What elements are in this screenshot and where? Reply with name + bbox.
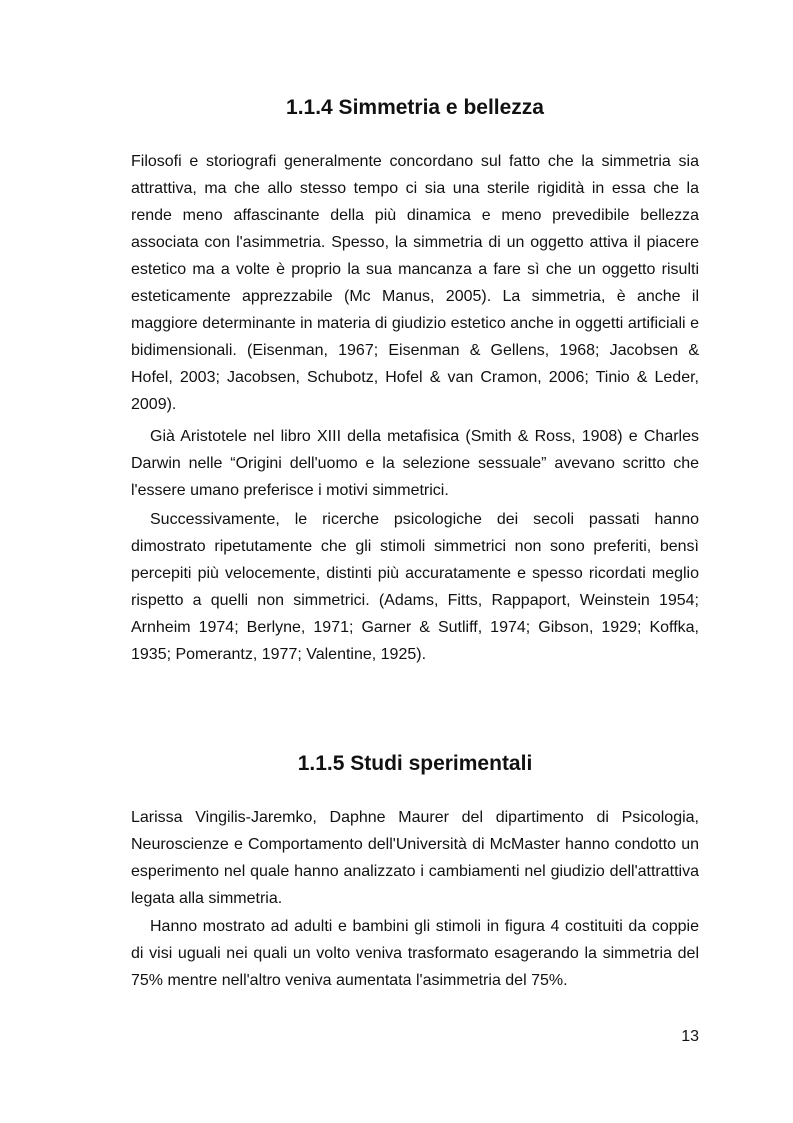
section-heading-simmetria-e-bellezza: 1.1.4 Simmetria e bellezza [286,96,544,119]
page-number: 13 [681,1028,699,1045]
paragraph-aristotele-darwin: Già Aristotele nel libro XIII della metafisica (Smith & Ross, 1908) e Charles Darwin nelle “Origini dell'uomo e la selezione sessuale” avevano scritto che l'essere umano preferisce i motivi simmetrici. [131,428,699,499]
paragraph-ricerche-psicologiche: Successivamente, le ricerche psicologiche dei secoli passati hanno dimostrato ripetutamente che gli stimoli simmetrici non sono preferiti, bensì percepiti più velocemente, distinti più accuratamente e spesso ricordati meglio rispetto a quelli non simmetrici. (Adams, Fitts, Rappaport, Weinstein 1954; Arnheim 1974; Berlyne, 1971; Garner & Sutliff, 1974; Gibson, 1929; Koffka, 1935; Pomerantz, 1977; Valentine, 1925). [131,511,699,663]
paragraph-stimoli-figura-4: Hanno mostrato ad adulti e bambini gli stimoli in figura 4 costituiti da coppie di visi uguali nei quali un volto veniva trasformato esagerando la simmetria del 75% mentre nell'altro veniva aumentata l'asimmetria del 75%. [131,918,699,989]
paragraph-simmetria-intro: Filosofi e storiografi generalmente concordano sul fatto che la simmetria sia attrattiva, ma che allo stesso tempo ci sia una sterile rigidità in essa che la rende meno affascinante della più dinamica e meno prevedibile bellezza associata con l'asimmetria. Spesso, la simmetria di un oggetto attiva il piacere estetico ma a volte è proprio la sua mancanza a fare sì che un oggetto risulti esteticamente apprezzabile (Mc Manus, 2005). La simmetria, è anche il maggiore determinante in materia di giudizio estetico anche in oggetti artificiali e bidimensionali. (Eisenman, 1967; Eisenman & Gellens, 1968; Jacobsen & Hofel, 2003; Jacobsen, Schubotz, Hofel & van Cramon, 2006; Tinio & Leder, 2009). [131,153,699,413]
section-heading-studi-sperimentali: 1.1.5 Studi sperimentali [297,752,533,775]
paragraph-esperimento-mcmaster: Larissa Vingilis-Jaremko, Daphne Maurer del dipartimento di Psicologia, Neuroscienze e Comportamento dell'Università di McMaster hanno condotto un esperimento nel quale hanno analizzato i cambiamenti nel giudizio dell'attrattiva legata alla simmetria. [131,809,699,907]
